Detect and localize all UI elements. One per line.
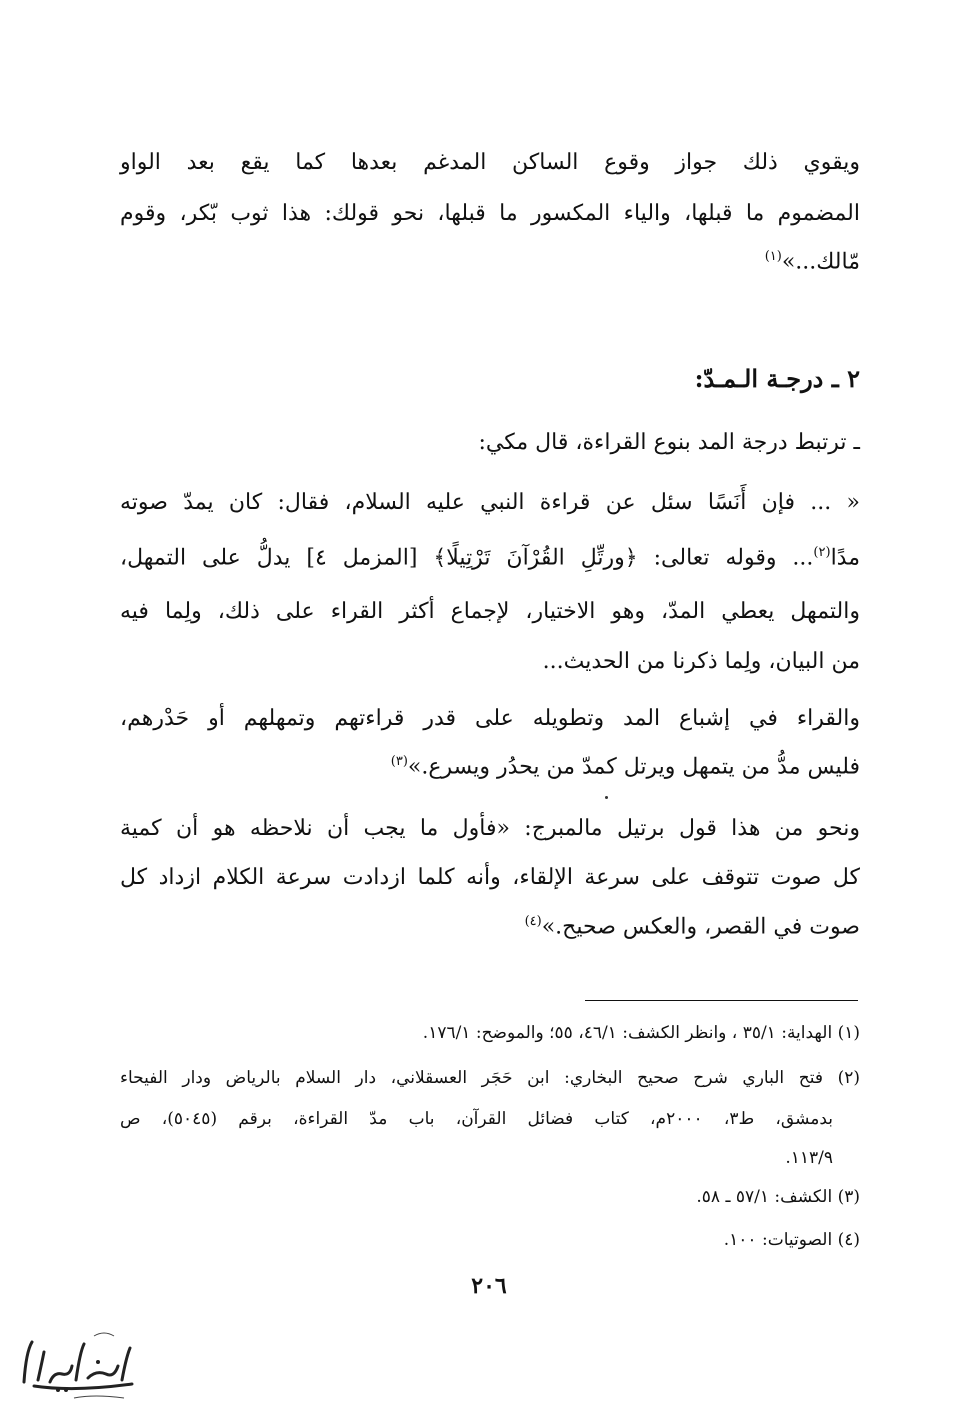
quote2-line2 (391, 755, 860, 778)
library-stamp-logo (14, 1322, 144, 1402)
footnote-ref-2: (٢) (813, 545, 831, 560)
quote2-line1: والقراء في إشباع المد وتطويله على قدر قراءتهم وتمهلهم أو حَدْرهم، (120, 706, 860, 731)
quote1-line3: والتمهل يعطي المدّ، وهو الاختيار، لإجماع أكثر القراء على ذلك، ولِما فيه (120, 599, 860, 624)
paragraph1-line3-text: مّالك...» (781, 249, 860, 275)
quran-verse: ﴿ورتِّلِ القُرْآنَ تَرْتِيلًا﴾ (433, 545, 638, 571)
paragraph1-line3 (765, 250, 860, 273)
footnote-ref-4: (٤) (524, 914, 542, 929)
paragraph3-line2: كل صوت تتوقف على سرعة الإلقاء، وأنه كلما ازدادت سرعة الكلام ازداد كل (120, 865, 860, 890)
paragraph3-line1: ونحو من هذا قول برتيل مالمبرج: «فأول ما يجب أن نلاحظه هو أن كمية (120, 816, 860, 841)
quote1-line1: « ... فإن أَنَسًا سئل عن قراءة النبي عليه السلام، فقال: كان يمدّ صوته (120, 490, 860, 515)
quote1-line2-start: مدًا (830, 545, 861, 571)
quote1-line2-mid: ... وقوله تعالى: (637, 545, 814, 571)
intro-line: ـ ترتبط درجة المد بنوع القراءة، قال مكي: (478, 430, 860, 455)
footnote-2-line3: ١١٣/٩. (785, 1148, 833, 1168)
footnote-4: (٤) الصوتيات: ١٠٠. (723, 1230, 860, 1250)
paragraph3-line3 (525, 915, 860, 938)
paragraph1-line1: ويقوي ذلك جواز وقوع الساكن المدغم بعدها كما يقع بعد الواو (120, 150, 860, 175)
paragraph1-line2: المضموم ما قبلها، والياء المكسور ما قبلها، نحو قولك: هذا ثوب بّكر، وقوم (120, 201, 860, 226)
footnote-2-line1: (٢) فتح الباري شرح صحيح البخاري: ابن حَجَر العسقلاني، دار السلام بالرياض ودار الفيحاء (120, 1068, 860, 1088)
page-number: ٢٠٦ (471, 1273, 507, 1299)
quote1-line2-end: [المزمل ٤] يدلُّ على التمهل، (120, 545, 434, 571)
stray-dot (605, 796, 608, 799)
quote2-line2-text: فليس مدُّ من يتمهل ويرتل كمدّ من يحدُر ويسرع.» (407, 754, 860, 780)
footnote-separator (585, 1000, 858, 1001)
quote1-line4: من البيان، ولِما ذكرنا من الحديث... (542, 649, 860, 674)
footnote-3: (٣) الكشف: ٥٧/١ ـ ٥٨. (696, 1187, 860, 1207)
footnote-ref-3: (٣) (390, 754, 408, 769)
footnote-1: (١) الهداية: ٣٥/١ ، وانظر الكشف: ٤٦/١، ٥٥؛ والموضح: ١٧٦/١. (422, 1023, 860, 1043)
paragraph3-line3-text: صوت في القصر، والعكس صحيح.» (541, 914, 860, 940)
footnote-2-line2: بدمشق، ط٣، ٢٠٠٠م، كتاب فضائل القرآن، باب مدّ القراءة، برقم (٥٠٤٥)، ص (120, 1109, 833, 1129)
footnote-ref-1: (١) (764, 249, 782, 264)
section-heading: ٢ ـ درجـة الـمـدّ: (694, 364, 860, 393)
quote1-line2 (120, 546, 860, 569)
